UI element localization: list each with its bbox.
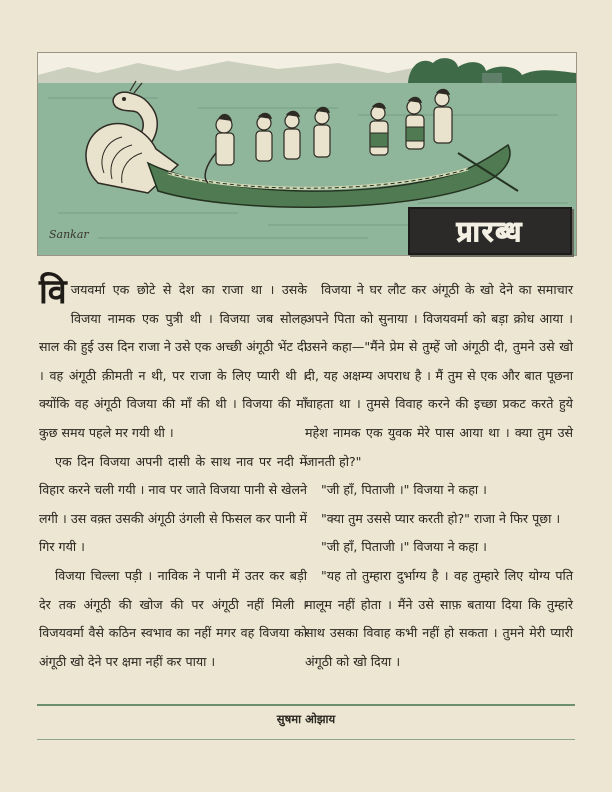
right-column (305, 276, 573, 676)
paragraph: विजया चिल्ला पड़ी । नाविक ने पानी में उतर कर बड़ी देर तक अंगूठी की खोज की पर अंगूठी नहीं मिली । विजयवर्मा वैसे कठिन स्वभाव का नहीं मगर वह विजया को अंगूठी खो देने पर क्षमा नहीं कर पाया । (39, 567, 307, 669)
paragraph: "जी हाँ, पिताजी ।" विजया ने कहा । (321, 482, 487, 498)
paragraph-text: जयवर्मा एक छोटे से देश का राजा था । उसके विजया नामक एक पुत्री थी । विजया जब सोलह साल की हुई उस दिन राजा ने उसे एक अच्छी अंगूठी भेंट दी । वह अंगूठी क़ीमती न थी, पर राजा के लिए प्यारी थी । क्योंकि वह अंगूठी विजया की माँ की थी । विजया की माँ कुछ समय पहले मर गयी थी । (39, 282, 307, 440)
drop-cap: वि (39, 272, 67, 312)
story-title: प्रारब्ध (456, 215, 524, 248)
paragraph: "जी हाँ, पिताजी ।" विजया ने कहा । (321, 539, 487, 555)
author-credit: सुषमा ओझाय (276, 712, 336, 726)
paragraph: "यह तो तुम्हारा दुर्भाग्य है । वह तुम्हारे लिए योग्य पति मालूम नहीं होता । मैंने उसे साफ़ बताया दिया कि तुम्हारे साथ उसका विवाह कभी नहीं हो सकता । तुमने मेरी प्यारी अंगूठी को खो दिया । (305, 567, 573, 669)
left-column (39, 272, 307, 676)
paragraph: एक दिन विजया अपनी दासी के साथ नाव पर नदी में विहार करने चली गयी । नाव पर जाते विजया पानी से खेलने लगी । उस वक़्त उसकी अंगूठी उंगली से फिसल कर पानी में गिर गयी । (39, 453, 307, 555)
paragraph (39, 272, 307, 448)
footer-rule-bottom (37, 739, 575, 740)
illustrator-signature: Sankar (49, 228, 89, 241)
paragraph: "क्या तुम उससे प्यार करती हो?" राजा ने फिर पूछा । (321, 510, 561, 526)
footer-rule-top (37, 704, 575, 706)
paragraph: विजया ने घर लौट कर अंगूठी के खो देने का समाचार अपने पिता को सुनाया । विजयवर्मा को बड़ा क्रोध आया । उसने कहा—"मैंने प्रेम से तुम्हें जो अंगूठी दी, तुमने उसे खो दी, यह अक्षम्य अपराध है । मैं तुम से एक और बात पूछना चाहता था । तुमसे विवाह करने की इच्छा प्रकट करते हुये महेश नामक एक युवक मेरे पास आया था । क्या तुम उसे जानती हो?" (305, 282, 573, 469)
story-title-box (408, 207, 572, 255)
